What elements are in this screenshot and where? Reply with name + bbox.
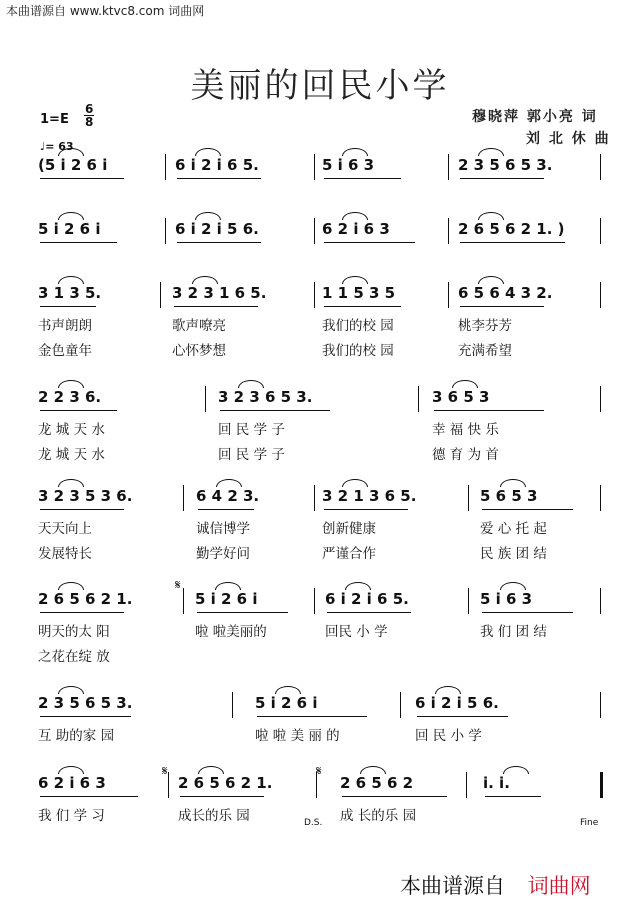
bar-line: [600, 154, 601, 180]
measure-notes: 6 5 6 4 3 2.: [458, 284, 553, 302]
beam-line: [177, 178, 261, 179]
slur-mark: [58, 479, 84, 487]
beam-line: [324, 242, 415, 243]
fine-mark: Fine: [580, 818, 599, 828]
slur-mark: [503, 766, 529, 774]
measure-notes: 3 2 3 6 5 3.: [218, 388, 313, 406]
slur-mark: [216, 479, 242, 487]
lyric-text: 互 助的家 园: [38, 728, 115, 744]
measure-notes: 5 i 2 6 i: [255, 694, 318, 712]
beam-line: [40, 306, 96, 307]
slur-mark: [500, 582, 526, 590]
slur-mark: [238, 380, 264, 388]
time-signature: [84, 103, 94, 128]
lyric-text: 幸 福 快 乐: [432, 422, 499, 438]
bar-line: [466, 772, 467, 798]
beam-line: [40, 796, 138, 797]
source-header: 本曲谱源自 www.ktvc8.com 词曲网: [6, 4, 205, 18]
slur-mark: [345, 582, 371, 590]
dal-segno-mark: D.S.: [304, 818, 323, 828]
measure-notes: 2 2 3 6.: [38, 388, 102, 406]
beam-line: [324, 178, 401, 179]
beam-line: [460, 178, 544, 179]
bar-line: [600, 485, 601, 511]
beam-line: [460, 242, 565, 243]
lyric-text: 诚信博学: [196, 521, 250, 537]
bar-line: [418, 386, 419, 412]
slur-mark: [198, 766, 224, 774]
bar-line: [165, 218, 166, 244]
measure-notes: 3 1 3 5.: [38, 284, 102, 302]
bar-line: [314, 588, 315, 614]
beam-line: [417, 716, 508, 717]
slur-mark: [342, 148, 368, 156]
slur-mark: [58, 582, 84, 590]
beam-line: [177, 242, 261, 243]
slur-mark: [195, 212, 221, 220]
measure-notes: 2 6 5 6 2 1.: [38, 590, 133, 608]
slur-mark: [215, 582, 241, 590]
measure-notes: 3 2 3 5 3 6.: [38, 487, 133, 505]
lyric-text: 发展特长: [38, 546, 92, 562]
song-title: 美丽的回民小学: [190, 66, 450, 106]
slur-mark: [500, 479, 526, 487]
measure-notes: 6 2 i 6 3: [322, 220, 390, 238]
measure-notes: 6 i 2 i 5 6.: [175, 220, 259, 238]
beam-line: [257, 716, 367, 717]
measure-notes: 6 4 2 3.: [196, 487, 260, 505]
lyric-text: 啦 啦美丽的: [195, 624, 267, 640]
bar-line: [468, 588, 469, 614]
bar-line: [205, 386, 206, 412]
beam-line: [342, 796, 447, 797]
slur-mark: [452, 380, 478, 388]
lyric-text: 回 民 小 学: [415, 728, 482, 744]
lyric-text: 创新健康: [322, 521, 376, 537]
beam-line: [40, 612, 124, 613]
slur-mark: [58, 686, 84, 694]
measure-notes: 1 1 5 3 5: [322, 284, 396, 302]
bar-line: [448, 154, 449, 180]
measure-notes: i. i.: [483, 774, 510, 792]
measure-notes: 3 2 1 3 6 5.: [322, 487, 417, 505]
beam-line: [324, 509, 408, 510]
measure-notes: 5 i 6 3: [322, 156, 375, 174]
meter-top: 6: [85, 102, 94, 116]
measure-notes: 2 6 5 6 2 1.: [178, 774, 273, 792]
lyric-text: 我们的校 园: [322, 318, 394, 334]
bar-line: [600, 692, 601, 718]
slur-mark: [478, 276, 504, 284]
bar-line: [314, 154, 315, 180]
lyric-text: 充满希望: [458, 343, 512, 359]
slur-mark: [342, 276, 368, 284]
bar-line: [448, 218, 449, 244]
slur-mark: [192, 276, 218, 284]
measure-notes: 6 i 2 i 6 5.: [325, 590, 409, 608]
lyric-text: 爱 心 托 起: [480, 521, 547, 537]
slur-mark: [342, 212, 368, 220]
slur-mark: [58, 380, 84, 388]
beam-line: [40, 410, 117, 411]
beam-line: [324, 306, 401, 307]
lyric-text: 歌声嘹亮: [172, 318, 226, 334]
lyric-text: 严谨合作: [322, 546, 376, 562]
lyric-text: 勤学好问: [196, 546, 250, 562]
beam-line: [434, 410, 544, 411]
lyric-text: 回 民 学 子: [218, 422, 285, 438]
meter-bottom: 8: [85, 115, 94, 129]
segno-icon: 𝄋: [175, 578, 181, 593]
lyric-text: 回 民 学 子: [218, 447, 285, 463]
bar-line: [400, 692, 401, 718]
slur-mark: [275, 686, 301, 694]
bar-line: [600, 282, 601, 308]
bar-line: [600, 218, 601, 244]
slur-mark: [58, 148, 84, 156]
measure-notes: 2 3 5 6 5 3.: [38, 694, 133, 712]
beam-line: [197, 612, 288, 613]
lyric-text: 我 们 团 结: [480, 624, 547, 640]
lyric-text: 成 长的乐 园: [340, 808, 417, 824]
measure-notes: 2 6 5 6 2 1. ): [458, 220, 565, 238]
tempo-mark: ♩= 63: [40, 140, 74, 153]
measure-notes: 6 2 i 6 3: [38, 774, 106, 792]
lyric-text: 桃李芬芳: [458, 318, 512, 334]
bar-line: [600, 772, 603, 798]
beam-line: [327, 612, 411, 613]
lyric-text: 龙 城 天 水: [38, 447, 105, 463]
lyric-text: 民 族 团 结: [480, 546, 547, 562]
measure-notes: 6 i 2 i 5 6.: [415, 694, 499, 712]
lyric-text: 德 育 为 首: [432, 447, 499, 463]
footer-source: [400, 870, 591, 900]
beam-line: [174, 306, 258, 307]
bar-line: [314, 485, 315, 511]
bar-line: [600, 386, 601, 412]
measure-notes: 5 i 2 6 i: [195, 590, 258, 608]
lyric-text: 回民 小 学: [325, 624, 388, 640]
segno-icon: 𝄋: [162, 764, 168, 779]
footer-site: 词曲网: [527, 874, 591, 898]
bar-line: [600, 588, 601, 614]
slur-mark: [342, 479, 368, 487]
beam-line: [482, 509, 573, 510]
lyric-text: 明天的太 阳: [38, 624, 110, 640]
measure-notes: 3 6 5 3: [432, 388, 490, 406]
slur-mark: [58, 212, 84, 220]
lyric-text: 我们的校 园: [322, 343, 394, 359]
lyricist-credit: 穆晓萍 郭小亮 词: [472, 109, 598, 125]
bar-line: [468, 485, 469, 511]
measure-notes: 2 3 5 6 5 3.: [458, 156, 553, 174]
beam-line: [460, 306, 544, 307]
bar-line: [160, 282, 161, 308]
lyric-text: 啦 啦 美 丽 的: [255, 728, 340, 744]
measure-notes: 6 i 2 i 6 5.: [175, 156, 259, 174]
beam-line: [220, 410, 330, 411]
slur-mark: [435, 686, 461, 694]
lyric-text: 心怀梦想: [172, 343, 226, 359]
lyric-text: 天天向上: [38, 521, 92, 537]
lyric-text: 我 们 学 习: [38, 808, 105, 824]
measure-notes: 5 i 2 6 i: [38, 220, 101, 238]
slur-mark: [58, 276, 84, 284]
footer-left: 本曲谱源自: [400, 874, 505, 898]
slur-mark: [195, 148, 221, 156]
beam-line: [482, 612, 573, 613]
slur-mark: [478, 148, 504, 156]
bar-line: [314, 218, 315, 244]
measure-notes: 3 2 3 1 6 5.: [172, 284, 267, 302]
measure-notes: 2 6 5 6 2: [340, 774, 414, 792]
beam-line: [485, 796, 541, 797]
beam-line: [40, 178, 124, 179]
measure-notes: 5 6 5 3: [480, 487, 538, 505]
beam-line: [40, 716, 131, 717]
beam-line: [40, 509, 124, 510]
bar-line: [314, 282, 315, 308]
bar-line: [165, 154, 166, 180]
composer-credit: 刘 北 休 曲: [526, 131, 611, 147]
slur-mark: [58, 766, 84, 774]
measure-notes: 5 i 6 3: [480, 590, 533, 608]
bar-line: [232, 692, 233, 718]
lyric-text: 龙 城 天 水: [38, 422, 105, 438]
beam-line: [180, 796, 264, 797]
slur-mark: [478, 212, 504, 220]
lyric-text: 金色童年: [38, 343, 92, 359]
measure-notes: (5 i 2 6 i: [38, 156, 108, 174]
lyric-text: 成长的乐 园: [178, 808, 250, 824]
segno-icon: 𝄋: [316, 764, 322, 779]
key-signature: 1=E: [40, 112, 69, 127]
bar-line: [168, 772, 169, 798]
bar-line: [183, 588, 184, 614]
bar-line: [448, 282, 449, 308]
lyric-text: 之花在绽 放: [38, 649, 110, 665]
slur-mark: [360, 766, 386, 774]
beam-line: [40, 242, 117, 243]
beam-line: [198, 509, 254, 510]
lyric-text: 书声朗朗: [38, 318, 92, 334]
bar-line: [183, 485, 184, 511]
